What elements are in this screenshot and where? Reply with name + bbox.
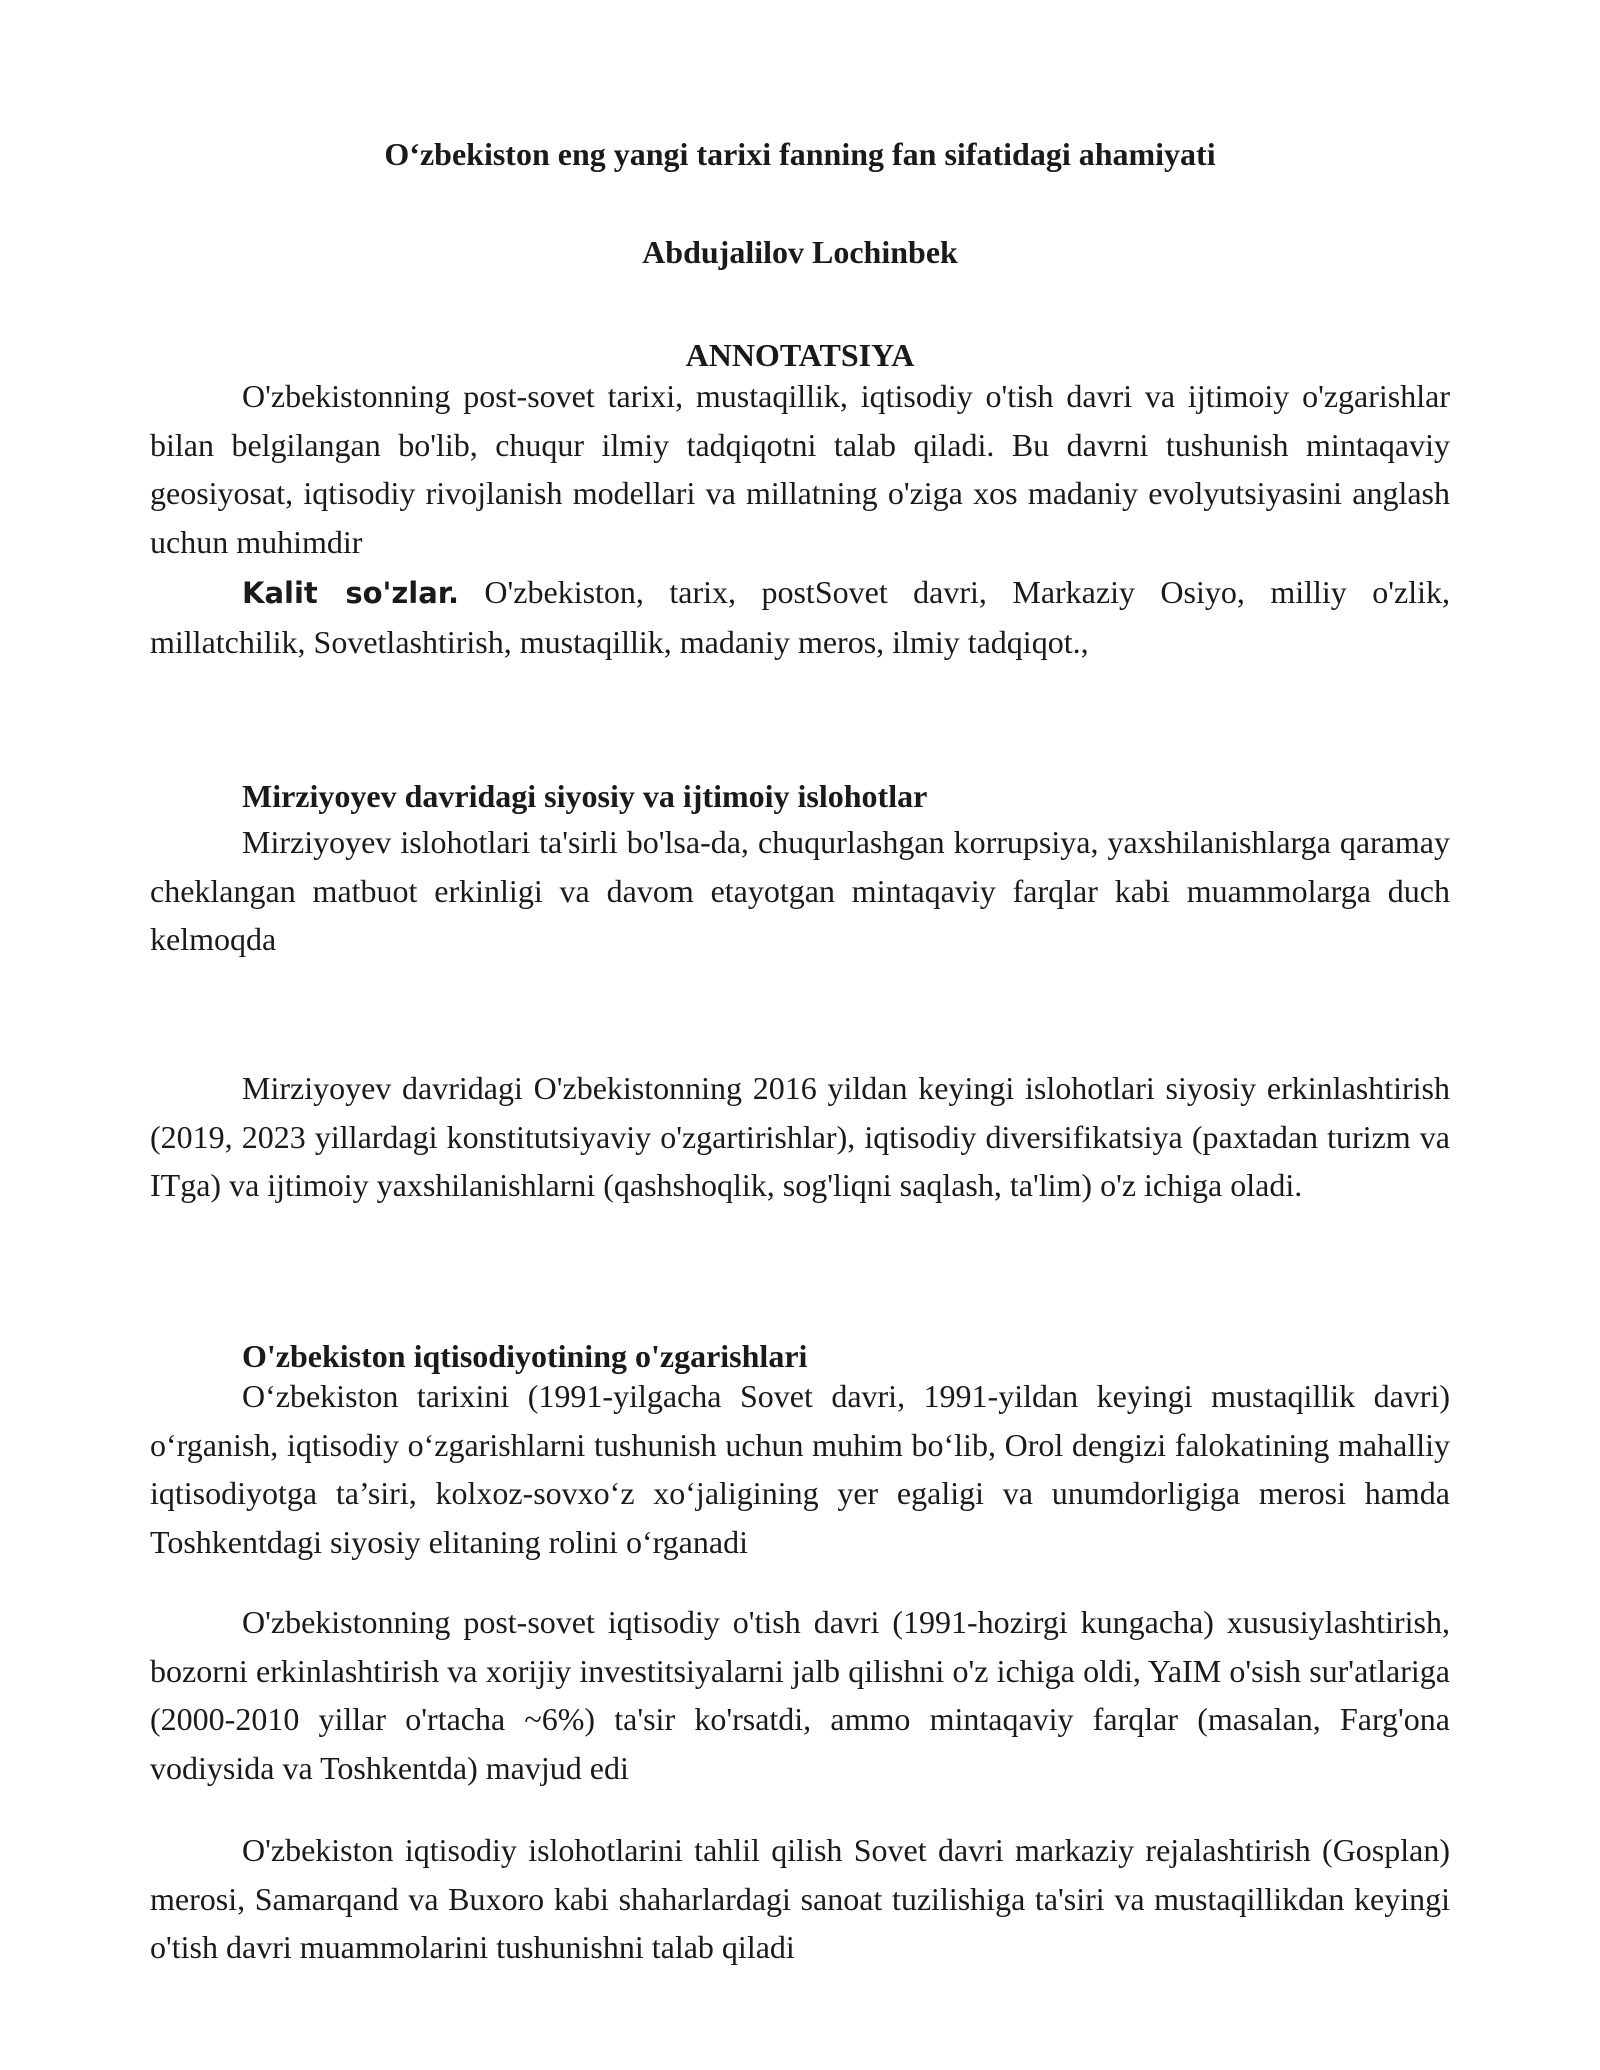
abstract-block [150,372,1450,566]
section-1-paragraph-2-block [150,1064,1450,1210]
title-block [150,134,1450,174]
section-2-heading-block [150,1336,1450,1376]
section-2-paragraph-3-block [150,1826,1450,1972]
section-2-paragraph-1-block [150,1372,1450,1566]
section-paragraph: O'zbekiston iqtisodiy islohotlarini tahlil qilish Sovet davri markaziy rejalashtirish (Gosplan) merosi, Samarqand va Buxoro kabi shaharlardagi sanoat tuzilishiga ta'siri va mustaqillikdan keyingi o'tish davri muammolarini tushunishni talab qiladi [150,1832,1450,1965]
document-title: O‘zbekiston eng yangi tarixi fanning fan sifatidagi ahamiyati [384,136,1216,172]
author-block [150,232,1450,272]
section-paragraph: Mirziyoyev islohotlari ta'sirli bo'lsa-da, chuqurlashgan korrupsiya, yaxshilanishlarga qaramay cheklangan matbuot erkinligi va davom etayotgan mintaqaviy farqlar kabi muammolarga duch kelmoqda [150,824,1450,957]
abstract-heading-block [150,335,1450,375]
abstract-text: O'zbekistonning post-sovet tarixi, mustaqillik, iqtisodiy o'tish davri va ijtimoiy o'zgarishlar bilan belgilangan bo'lib, chuqur ilmiy tadqiqotni talab qiladi. Bu davrni tushunish mintaqaviy geosiyosat, iqtisodiy rivojlanish modellari va millatning o'ziga xos madaniy evolyutsiyasini anglash uchun muhimdir [150,378,1450,560]
section-paragraph: O'zbekistonning post-sovet iqtisodiy o'tish davri (1991-hozirgi kungacha) xususiylashtirish, bozorni erkinlashtirish va xorijiy investitsiyalarni jalb qilishni o'z ichiga oldi, YaIM o'sish sur'atlariga (2000-2010 yillar o'rtacha ~6%) ta'sir ko'rsatdi, ammo mintaqaviy farqlar (masalan, Farg'ona vodiysida va Toshkentda) mavjud edi [150,1604,1450,1786]
author-name: Abdujalilov Lochinbek [642,234,958,270]
section-paragraph: O‘zbekiston tarixini (1991-yilgacha Sovet davri, 1991-yildan keyingi mustaqillik davri) o‘rganish, iqtisodiy o‘zgarishlarni tushunish uchun muhim bo‘lib, Orol dengizi falokatining mahalliy iqtisodiyotga ta’siri, kolxoz-sovxo‘z xo‘jaligining yer egaligi va unumdorligiga merosi hamda Toshkentdagi siyosiy elitaning rolini o‘rganadi [150,1378,1450,1560]
section-paragraph: Mirziyoyev davridagi O'zbekistonning 2016 yildan keyingi islohotlari siyosiy erkinlashtirish (2019, 2023 yillardagi konstitutsiyaviy o'zgartirishlar), iqtisodiy diversifikatsiya (paxtadan turizm va ITga) va ijtimoiy yaxshilanishlarni (qashshoqlik, sog'liqni saqlash, ta'lim) o'z ichiga oladi. [150,1070,1450,1203]
abstract-heading: ANNOTATSIYA [685,337,915,373]
section-2-paragraph-2-block [150,1598,1450,1792]
section-1-heading-block [150,776,1450,816]
keywords-block [150,568,1450,666]
section-heading: Mirziyoyev davridagi siyosiy va ijtimoiy islohotlar [242,778,928,814]
keywords-text: O'zbekiston, tarix, postSovet davri, Markaziy Osiyo, milliy o'zlik, millatchilik, Sovetlashtirish, mustaqillik, madaniy meros, ilmiy tadqiqot., [150,574,1450,660]
section-heading: O'zbekiston iqtisodiyotining o'zgarishlari [242,1338,808,1374]
keywords-label: Kalit so'zlar. [242,576,459,610]
keywords-paragraph [150,568,1450,666]
section-1-paragraph-1-block [150,818,1450,964]
